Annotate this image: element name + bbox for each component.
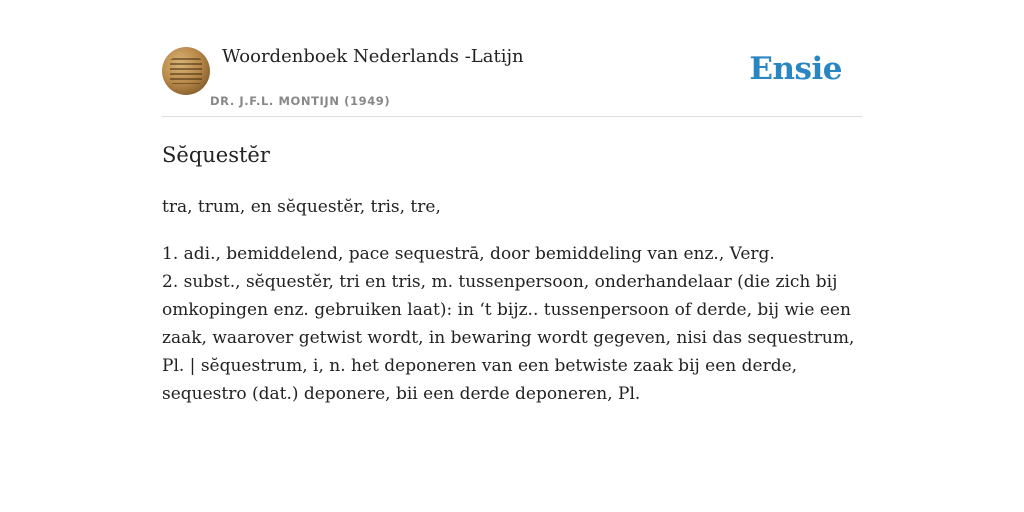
inflection-forms: tra, trum, en sĕquestĕr, tris, tre, xyxy=(162,197,441,217)
definition-block xyxy=(162,240,862,408)
entry-page xyxy=(162,0,862,408)
sense-2: 2. subst., sĕquestĕr, tri en tris, m. tussenpersoon, onderhandelaar (die zich bij omkopingen enz. gebruiken laat): in ‘t bijz.. tussenpersoon of derde, bij wie een zaak, waarover getwist wordt, in bewaring wordt gegeven, nisi das sequestrum, Pl. | sĕquestrum, i, n. het deponeren van een betwiste zaak bij een derde, sequestro (dat.) deponere, bii een derde deponeren, Pl. xyxy=(162,272,855,404)
source-author: DR. J.F.L. MONTIJN (1949) xyxy=(210,94,391,108)
headword: Sĕquestĕr xyxy=(162,143,270,167)
source-title[interactable]: Woordenboek Nederlands -Latijn xyxy=(222,46,524,67)
bronze-medal-icon[interactable] xyxy=(162,47,210,95)
medal-inscription xyxy=(170,58,202,84)
sense-1: 1. adi., bemiddelend, pace sequestrā, door bemiddeling van enz., Verg. xyxy=(162,244,775,264)
source-header xyxy=(162,0,862,117)
brand-logo[interactable]: Ensie xyxy=(749,51,842,87)
